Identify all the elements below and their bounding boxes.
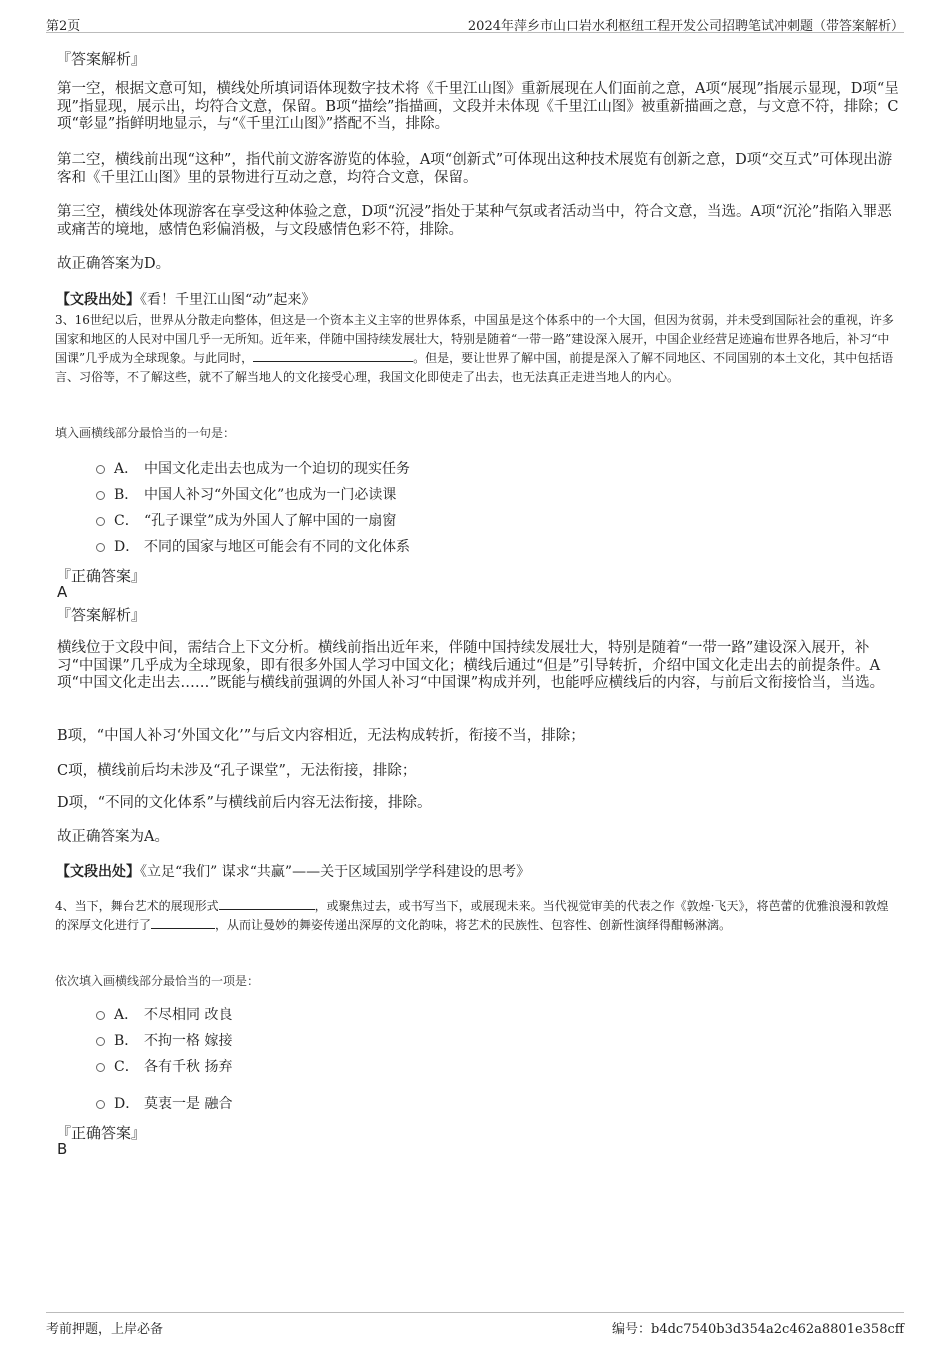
radio-icon[interactable] <box>96 1037 105 1046</box>
radio-icon[interactable] <box>96 465 105 474</box>
question-stem-part: 3、16世纪以后，世界从分散走向整体，但这是一个资本主义主宰的世界体系，中国虽是这个体系中的一个大国，但因为贫弱，并未受到国际社会的重视，许多国家和地区的人民对中国几乎一无所知。近年来，伴随中国持续发展壮大，特别是随着“一带一路”建设深入展开，中国企业经营足迹遍布世界各地后，补习“中国课”几乎成为全球现象。与此同时， <box>55 313 894 365</box>
answer-conclusion: 故正确答案为A。 <box>57 829 169 845</box>
correct-answer: B <box>57 1140 68 1158</box>
question-stem-part: ，或聚焦过去，或书写当下，或展现未来。当代视觉审美的代表之作《敦煌·飞天》，将芭蕾的优雅浪漫和敦煌的深厚文化进行了 <box>55 899 889 932</box>
footer-slogan: 考前押题，上岸必备 <box>46 1322 164 1337</box>
source-text: 《看！千里江山图“动”起来》 <box>140 292 316 308</box>
radio-icon[interactable] <box>96 491 105 500</box>
analysis-label: 『答案解析』 <box>56 606 147 624</box>
source-text: 《立足“我们” 谋求“共赢”——关于区域国别学学科建设的思考》 <box>140 864 531 880</box>
analysis-paragraph: 第二空，横线前出现“这种”，指代前文游客游览的体验，A项“创新式”可体现出这种技术展览有创新之意，D项“交互式”可体现出游客和《千里江山图》里的景物进行互动之意，均符合文意，保留。 <box>57 152 893 186</box>
radio-icon[interactable] <box>96 1063 105 1072</box>
option-text: 各有千秋 扬弃 <box>144 1059 233 1075</box>
option-letter: D． <box>114 539 140 555</box>
correct-answer: A <box>57 583 68 601</box>
option-text: 中国人补习“外国文化”也成为一门必读课 <box>144 487 397 503</box>
option-letter: B． <box>114 1033 139 1049</box>
analysis-paragraph: 第三空，横线处体现游客在享受这种体验之意，D项“沉浸”指处于某种气氛或者活动当中，符合文意，当选。A项“沉沦”指陷入罪恶或痛苦的境地，感情色彩偏消极，与文段感情色彩不符，排除。 <box>57 204 892 238</box>
option-text: 中国文化走出去也成为一个迫切的现实任务 <box>144 461 410 477</box>
analysis-label: 『答案解析』 <box>56 50 147 68</box>
fill-blank <box>151 916 215 929</box>
analysis-paragraph: B项，“中国人补习‘外国文化’”与后文内容相近，无法构成转折，衔接不当，排除； <box>57 728 585 744</box>
question-stem <box>55 897 900 935</box>
option-letter: D． <box>114 1096 140 1112</box>
fill-blank <box>253 349 413 362</box>
question-stem-part: 。但是，要让世界了解中国，前提是深入了解不同地区、不同国别的本土文化，其中包括语言、习俗等，不了解这些，就不了解当地人的文化接受心理，我国文化即使走了出去，也无法真正走进当地人的内心。 <box>55 351 894 384</box>
option-d[interactable] <box>96 536 410 556</box>
answer-conclusion: 故正确答案为D。 <box>57 256 171 272</box>
option-text: “孔子课堂”成为外国人了解中国的一扇窗 <box>144 513 397 529</box>
option-text: 不同的国家与地区可能会有不同的文化体系 <box>144 539 410 555</box>
option-letter: A． <box>114 1007 139 1023</box>
document-id: 编号：b4dc7540b3d354a2c462a8801e358cff <box>612 1322 904 1337</box>
question-stem-part: ，从而让曼妙的舞姿传递出深厚的文化韵味，将艺术的民族性、包容性、创新性演绎得酣畅淋漓。 <box>215 918 732 932</box>
question-prompt: 填入画横线部分最恰当的一句是： <box>55 426 236 440</box>
option-letter: A． <box>114 461 139 477</box>
option-letter: B． <box>114 487 139 503</box>
option-a[interactable] <box>96 1004 232 1024</box>
option-letter: C． <box>114 1059 139 1075</box>
option-a[interactable] <box>96 458 410 478</box>
question-stem <box>55 311 900 387</box>
option-b[interactable] <box>96 484 396 504</box>
option-c[interactable] <box>96 510 396 530</box>
passage-source <box>56 861 530 881</box>
option-text: 不尽相同 改良 <box>144 1007 233 1023</box>
page-number: 第2页 <box>46 19 81 34</box>
radio-icon[interactable] <box>96 1011 105 1020</box>
radio-icon[interactable] <box>96 543 105 552</box>
analysis-paragraph: 第一空，根据文意可知，横线处所填词语体现数字技术将《千里江山图》重新展现在人们面前之意，A项“展现”指展示显现，D项“呈现”指显现，展示出，均符合文意，保留。B项“描绘”指描画，文段并未体现《千里江山图》被重新描画之意，与文意不符，排除；C项“彰显”指鲜明地显示，与“《千里江山图》”搭配不当，排除。 <box>57 81 899 132</box>
analysis-paragraph: 横线位于文段中间，需结合上下文分析。横线前指出近年来，伴随中国持续发展壮大，特别是随着“一带一路”建设深入展开，补习“中国课”几乎成为全球现象，即有很多外国人学习中国文化；横线后通过“但是”引导转折，介绍中国文化走出去的前提条件。A项“中国文化走出去……”既能与横线前强调的外国人补习“中国课”构成并列，也能呼应横线后的内容，与前后文衔接恰当，当选。 <box>57 640 885 691</box>
option-text: 不拘一格 嫁接 <box>144 1033 233 1049</box>
option-b[interactable] <box>96 1030 232 1050</box>
passage-source <box>56 289 315 309</box>
analysis-paragraph: C项，横线前后均未涉及“孔子课堂”，无法衔接，排除； <box>57 763 417 779</box>
source-label: 【文段出处】 <box>56 292 140 308</box>
page-header <box>46 12 904 33</box>
option-d[interactable] <box>96 1093 232 1113</box>
correct-answer-label: 『正确答案』 <box>56 1124 147 1142</box>
correct-answer-label: 『正确答案』 <box>56 567 147 585</box>
source-label: 【文段出处】 <box>56 864 140 880</box>
question-prompt: 依次填入画横线部分最恰当的一项是： <box>55 974 260 988</box>
document-title: 2024年萍乡市山口岩水利枢纽工程开发公司招聘笔试冲刺题（带答案解析） <box>467 19 904 34</box>
analysis-paragraph: D项，“不同的文化体系”与横线前后内容无法衔接，排除。 <box>57 795 432 811</box>
option-c[interactable] <box>96 1056 232 1076</box>
question-stem-part: 4、当下，舞台艺术的展现形式 <box>55 899 219 913</box>
page-footer <box>46 1312 904 1337</box>
option-text: 莫衷一是 融合 <box>144 1096 233 1112</box>
fill-blank <box>219 897 315 910</box>
option-letter: C． <box>114 513 139 529</box>
radio-icon[interactable] <box>96 1100 105 1109</box>
radio-icon[interactable] <box>96 517 105 526</box>
